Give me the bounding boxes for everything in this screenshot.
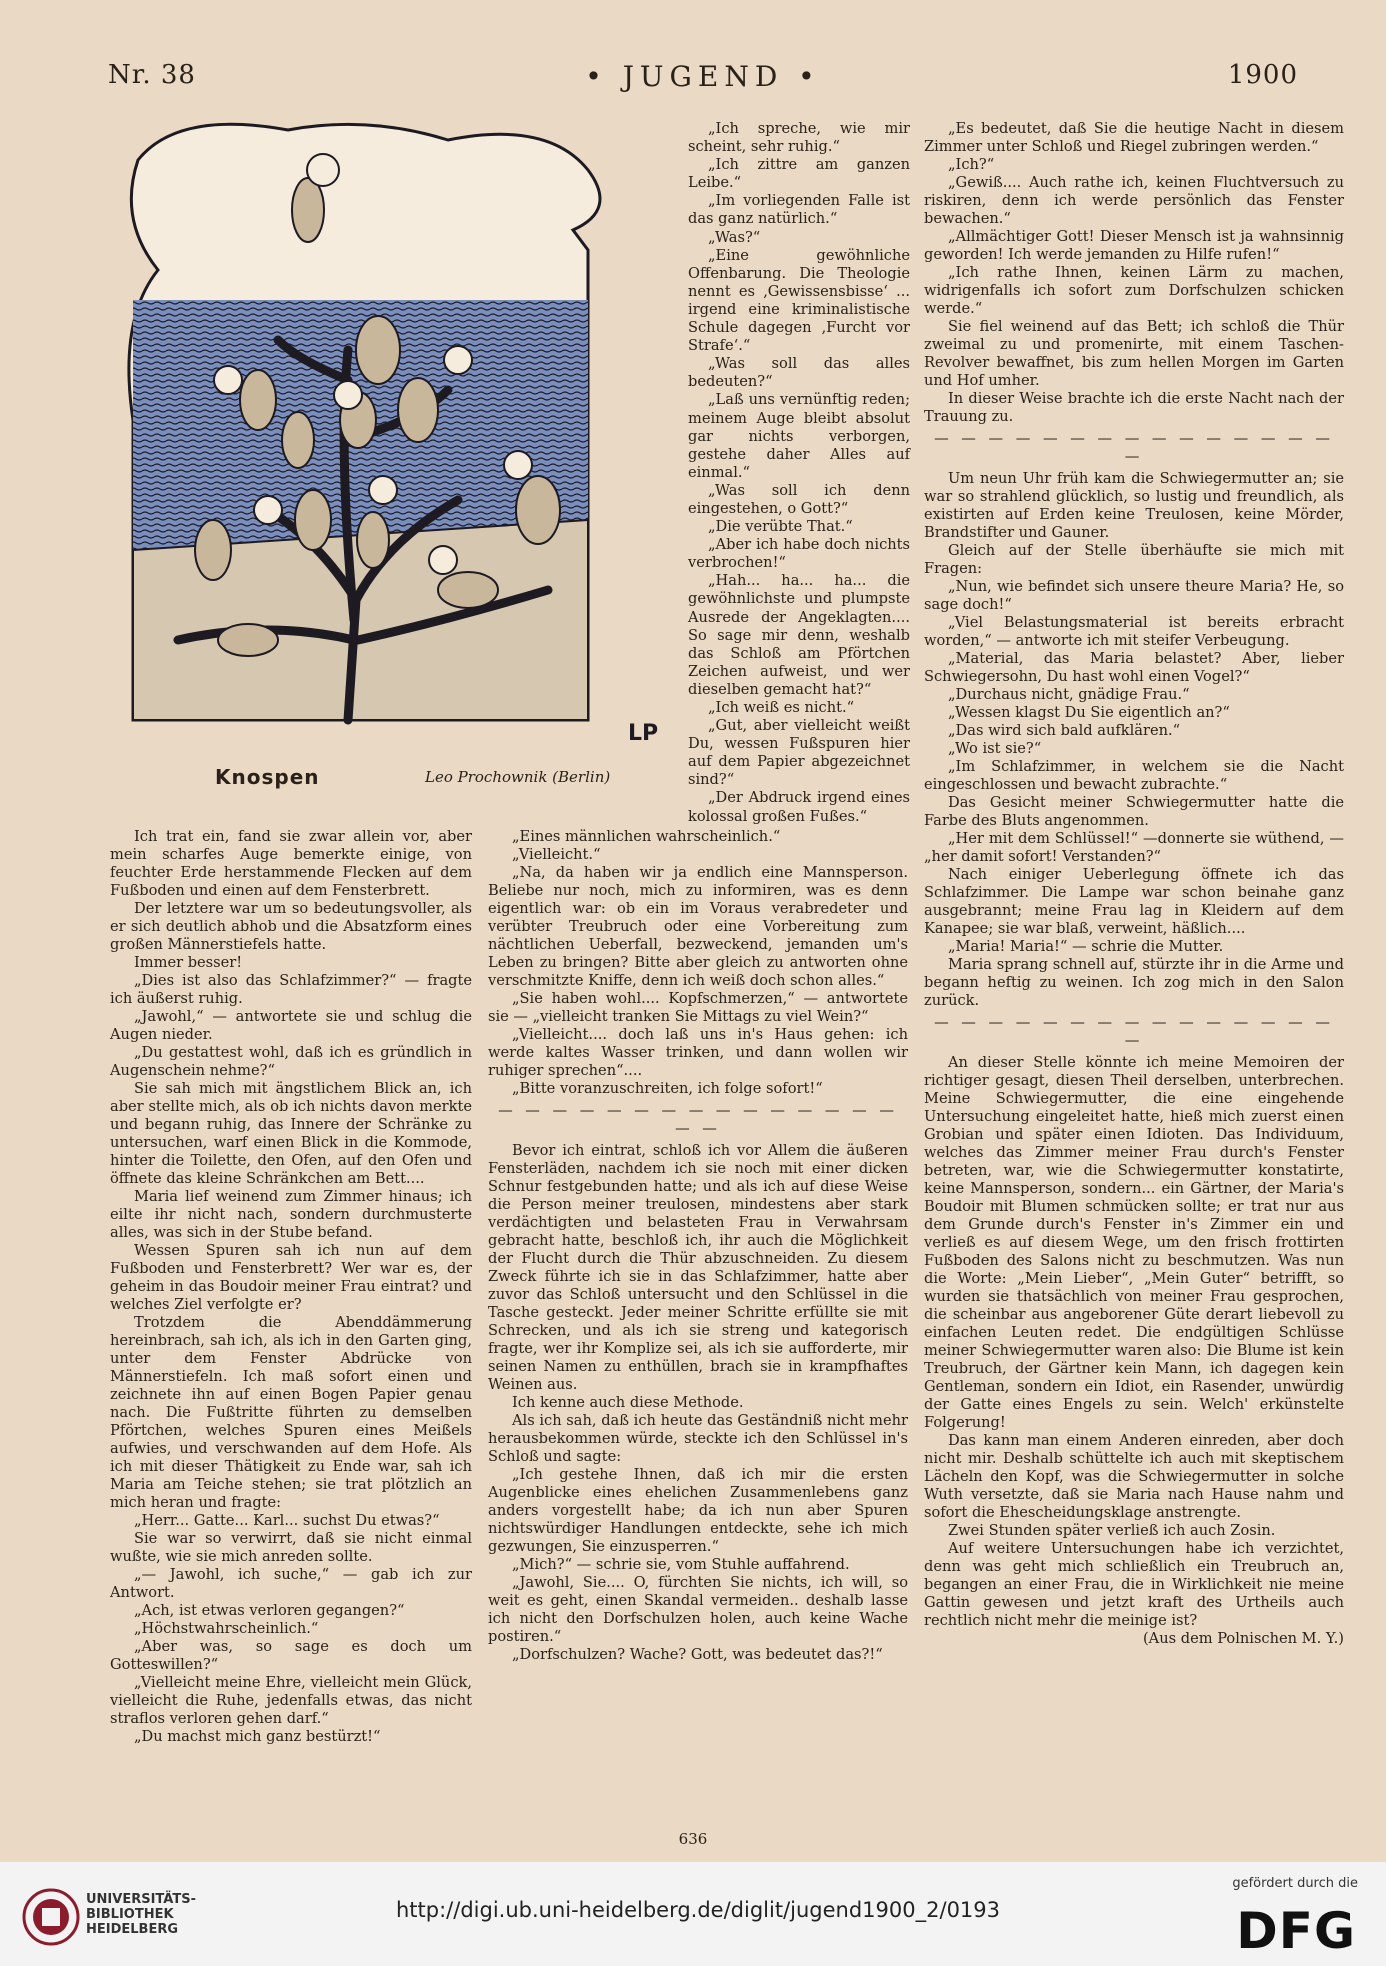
paragraph: Ich trat ein, fand sie zwar allein vor, aber mein scharfes Auge bemerkte einige, von feuchter Erde herstammende Flecken auf dem Fußboden und einen auf dem Fensterbrett. <box>110 828 472 899</box>
paragraph: — — — — — — — — — — — — — — — — <box>934 1014 1334 1049</box>
paragraph: An dieser Stelle könnte ich meine Memoiren der richtiger gesagt, diesen Theil derselben, unterbrechen. Meine Schwiegermutter, die eine eingehende Untersuchung eingeleitet hatte, hieß mich zuerst einen Grobian und später einen Idioten. Das Individuum, welches das Zimmer meiner Frau durch's Fenster betreten, war, wie die Schwiegermutter konstatirte, keine Mannsperson, sondern... ein Gärtner, der Maria's Boudoir mit Blumen schmücken sollte; er trat nur aus dem Grunde durch's Fenster in's Zimmer ein und verließ es auf diesem Wege, um den frisch frottirten Fußboden des Salons nicht zu beschmutzen. Was nun die Worte: „Mein Lieber“, „Mein Guter“ betrifft, so wurden sie thatsächlich von meiner Frau gesprochen, die scheinbar aus angeborener Güte derart liebevoll zu einfachen Leuten redet. Die endgültigen Schlüsse meiner Schwiegermutter waren also: Die Blume ist kein Treubruch, der Gärtner kein Mann, ich dagegen kein Gentleman, sondern ein Idiot, ein Rasender, unwürdig der Gatte eines Engels zu sein. Welch' erkünstelte Folgerung! <box>924 1054 1344 1431</box>
page-header <box>108 60 1298 100</box>
illustration-title: Knospen <box>215 765 320 789</box>
paragraph: In dieser Weise brachte ich die erste Nacht nach der Trauung zu. <box>924 390 1344 425</box>
paragraph: „Aber ich habe doch nichts verbrochen!“ <box>688 536 910 572</box>
paragraph: „Durchaus nicht, gnädige Frau.“ <box>948 686 1190 703</box>
paragraph: „Viel Belastungsmaterial ist bereits erbracht worden,“ — antworte ich mit steifer Verbeugung. <box>924 614 1344 649</box>
paragraph: Das kann man einem Anderen einreden, aber doch nicht mir. Deshalb schüttelte ich auch mit skeptischem Lächeln den Kopf, was die Schwiegermutter in solche Wuth versetzte, daß sie Maria nach Hause nahm und sofort die Ehescheidungsklage anstrengte. <box>924 1432 1344 1521</box>
paragraph: „Im vorliegenden Falle ist das ganz natürlich.“ <box>688 192 910 228</box>
paragraph: „Dorfschulzen? Wache? Gott, was bedeutet das?!“ <box>512 1646 883 1663</box>
paragraph: Maria sprang schnell auf, stürzte ihr in die Arme und begann heftig zu weinen. Ich zog mich in den Salon zurück. <box>924 956 1344 1009</box>
paragraph: Das Gesicht meiner Schwiegermutter hatte die Farbe des Bluts angenommen. <box>924 794 1344 829</box>
paragraph: Zwei Stunden später verließ ich auch Zosin. <box>948 1522 1276 1539</box>
paragraph: Bevor ich eintrat, schloß ich vor Allem die äußeren Fensterläden, nachdem ich sie noch mit einer dicken Schnur festgebunden hatte; und als ich auf diese Weise die Person meiner treulosen, mindestens aber stark verdächtigten und belasteten Frau in Verwahrsam gebracht hatte, beschloß ich, ihr auch die Möglichkeit der Flucht durch die Thür abzuschneiden. Zu diesem Zweck führte ich sie in das Schlafzimmer, hatte aber zuvor das Schloß untersucht und den Schlüssel in die Tasche gesteckt. Jeder meiner Schritte erfüllte sie mit Schrecken, und als ich sie streng und kategorisch fragte, wer ihr Komplize sei, als ich sie aufforderte, mir seinen Namen zu enthüllen, brach sie in krampfhaftes Weinen aus. <box>488 1142 908 1393</box>
paragraph: „Vielleicht.... doch laß uns in's Haus gehen: ich werde kaltes Wasser trinken, und dann wollen wir ruhiger sprechen“.... <box>488 1026 908 1079</box>
paragraph: „Gewiß.... Auch rathe ich, keinen Fluchtversuch zu riskiren, denn ich werde persönlich das Fenster bewachen.“ <box>924 174 1344 227</box>
paragraph: Gleich auf der Stelle überhäufte sie mich mit Fragen: <box>924 542 1344 577</box>
paragraph: Sie fiel weinend auf das Bett; ich schloß die Thür zweimal zu und promenirte, mit einem Taschen-Revolver bewaffnet, bis zum hellen Morgen im Garten und Hof umher. <box>924 318 1344 389</box>
paragraph: — — — — — — — — — — — — — — — — — <box>498 1102 898 1137</box>
paragraph: Auf weitere Untersuchungen habe ich verzichtet, denn was geht mich schließlich ein Treubruch an, begangen an einer Frau, die in Wirklichkeit nie meine Gattin gewesen und jetzt kraft des Urtheils auch rechtlich nicht mehr die meinige ist? <box>924 1540 1344 1629</box>
paragraph: „Ich spreche, wie mir scheint, sehr ruhig.“ <box>688 120 910 156</box>
column-a <box>110 828 472 1746</box>
paragraph: Wessen Spuren sah ich nun auf dem Fußboden und Fensterbrett? Wer war es, der geheim in das Boudoir meiner Frau eintrat? und welches Ziel verfolgte er? <box>110 1242 472 1313</box>
paragraph: „Wo ist sie?“ <box>948 740 1042 757</box>
paragraph: „Wessen klagst Du Sie eigentlich an?“ <box>948 704 1230 721</box>
paragraph: „Na, da haben wir ja endlich eine Mannsperson. Beliebe nur noch, mich zu informiren, was es denn eigentlich war: ob ein im Voraus verabredeter und verübter Treubruch oder eine Vorbereitung zum nächtlichen Ueberfall, bezweckend, jemanden um's Leben zu bringen? Bitte aber gleich zu antworten ohne verschmitzte Kniffe, denn ich weiß doch schon alles.“ <box>488 864 908 989</box>
paragraph: „Mich?“ — schrie sie, vom Stuhle auffahrend. <box>512 1556 850 1573</box>
paragraph: „Was?“ <box>708 228 761 246</box>
paragraph: „Her mit dem Schlüssel!“ —donnerte sie wüthend, — „her damit sofort! Verstanden?“ <box>924 830 1344 865</box>
paragraph: „Ich rathe Ihnen, keinen Lärm zu machen, widrigenfalls ich sofort zum Dorfschulzen schicken werde.“ <box>924 264 1344 317</box>
paragraph: „Du machst mich ganz bestürzt!“ <box>134 1728 381 1745</box>
paragraph: „Ich weiß es nicht.“ <box>708 699 855 716</box>
paragraph: „Vielleicht.“ <box>512 846 601 863</box>
paragraph: Um neun Uhr früh kam die Schwiegermutter an; sie war so strahlend glücklich, so lustig und freundlich, als existirten auf Erden keine Treulosen, keine Mörder, Brandstifter und Gauner. <box>924 470 1344 541</box>
paragraph: „Ich zittre am ganzen Leibe.“ <box>688 156 910 192</box>
paragraph: „Das wird sich bald aufklären.“ <box>948 722 1181 739</box>
paragraph: „Jawohl,“ — antwortete sie und schlug die Augen nieder. <box>110 1008 472 1043</box>
artist-monogram: LP <box>628 721 659 746</box>
paragraph: „Maria! Maria!“ — schrie die Mutter. <box>948 938 1224 955</box>
paragraph: „Laß uns vernünftig reden; meinem Auge bleibt absolut gar nichts verborgen, gestehe daher Alles auf einmal.“ <box>688 391 910 481</box>
paragraph: „Gut, aber vielleicht weißt Du, wessen Fußspuren hier auf dem Papier abgezeichnet sind?“ <box>688 717 910 789</box>
year: 1900 <box>1227 60 1298 90</box>
paragraph: Sie sah mich mit ängstlichem Blick an, ich aber stellte mich, als ob ich nichts davon merkte und begann ruhig, das Innere der Schränke zu untersuchen, warf einen Blick in die Kommode, hinter die Toilette, den Ofen, auf den Ofen und öffnete das kleine Schränkchen am Bett.... <box>110 1080 472 1187</box>
paragraph: Maria lief weinend zum Zimmer hinaus; ich eilte ihr nicht nach, sondern durchmusterte alles, was sich in der Stube befand. <box>110 1188 472 1241</box>
paragraph: „Eine gewöhnliche Offenbarung. Die Theologie nennt es ‚Gewissensbisse‘ ... irgend eine kriminalistische Schule dagegen ‚Furcht vor Strafe‘.“ <box>688 246 910 355</box>
column-b <box>488 828 908 1664</box>
paragraph: „Nun, wie befindet sich unsere theure Maria? He, so sage doch!“ <box>924 578 1344 613</box>
paragraph: „Was soll ich denn eingestehen, o Gott?“ <box>688 481 910 517</box>
dfg-logo: DFG <box>1236 1902 1356 1960</box>
paragraph: Nach einiger Ueberlegung öffnete ich das Schlafzimmer. Die Lampe war schon beinahe ganz ausgebrannt; meine Frau lag in Kleidern auf dem Kanapee; sie war blaß, verweint, häßlich.... <box>924 866 1344 937</box>
university-seal-icon <box>22 1888 80 1946</box>
paragraph: „Ach, ist etwas verloren gegangen?“ <box>134 1602 405 1619</box>
paragraph: „Sie haben wohl.... Kopfschmerzen,“ — antwortete sie — „vielleicht tranken Sie Mittags zu viel Wein?“ <box>488 990 908 1025</box>
paragraph: „Was soll das alles bedeuten?“ <box>688 355 910 391</box>
paragraph: (Aus dem Polnischen M. Y.) <box>1142 1630 1344 1647</box>
page-number: 636 <box>678 1830 708 1848</box>
paragraph: Als ich sah, daß ich heute das Geständniß nicht mehr herausbekommen würde, steckte ich den Schlüssel in's Schloß und sagte: <box>488 1412 908 1465</box>
paragraph: „Dies ist also das Schlafzimmer?“ — fragte ich äußerst ruhig. <box>110 972 472 1007</box>
paragraph: Trotzdem die Abenddämmerung hereinbrach, sah ich, als ich in den Garten ging, unter dem Fenster Abdrücke von Männerstiefeln. Ich maß sofort einen und zeichnete ihn auf einen Bogen Papier genau nach. Die Fußtritte führten zu demselben Pförtchen, welches Spuren eines Meißels aufwies, und verschwanden auf dem Hofe. Als ich mit dieser Thätigkeit zu Ende war, sah ich Maria am Teiche stehen; sie trat plötzlich an mich heran und fragte: <box>110 1314 472 1511</box>
paragraph: Ich kenne auch diese Methode. <box>512 1394 744 1411</box>
paragraph: „Vielleicht meine Ehre, vielleicht mein Glück, vielleicht die Ruhe, jedenfalls etwas, das nicht straflos verloren gehen darf.“ <box>110 1674 472 1727</box>
paragraph: „Ich?“ <box>948 156 995 173</box>
funded-by-label: gefördert durch die <box>1232 1876 1358 1891</box>
paragraph: „Im Schlafzimmer, in welchem sie die Nacht eingeschlossen und bewacht zubrachte.“ <box>924 758 1344 793</box>
paragraph: „— Jawohl, ich suche,“ — gab ich zur Antwort. <box>110 1566 472 1601</box>
issue-number: Nr. 38 <box>108 60 196 90</box>
paragraph: „Es bedeutet, daß Sie die heutige Nacht in diesem Zimmer unter Schloß und Riegel zubringen werden.“ <box>924 120 1344 155</box>
paragraph: „Bitte voranzuschreiten, ich folge sofort!“ <box>512 1080 823 1097</box>
paragraph: „Aber was, so sage es doch um Gotteswillen?“ <box>110 1638 472 1673</box>
paragraph: Sie war so verwirrt, daß sie nicht einmal wußte, wie sie mich anreden sollte. <box>110 1530 472 1565</box>
magazine-title: • JUGEND • <box>585 60 821 93</box>
source-url-link[interactable]: http://digi.ub.uni-heidelberg.de/diglit/jugend1900_2/0193 <box>396 1898 1001 1922</box>
university-name: UNIVERSITÄTS- BIBLIOTHEK HEIDELBERG <box>86 1892 196 1937</box>
paragraph: „Der Abdruck irgend eines kolossal großen Fußes.“ <box>688 789 910 825</box>
paragraph: Der letztere war um so bedeutungsvoller, als er sich deutlich abhob und die Absatzform eines großen Männerstiefels hatte. <box>110 900 472 953</box>
paragraph: „Höchstwahrscheinlich.“ <box>134 1620 319 1637</box>
paragraph: „Ich gestehe Ihnen, daß ich mir die ersten Augenblicke eines ehelichen Zusammenlebens ganz anders vorgestellt habe; da ich nun aber Spuren nichtswürdiger Handlungen entdeckte, sehe ich mich gezwungen, Sie einzusperren.“ <box>488 1466 908 1555</box>
column-b-top <box>688 120 910 826</box>
paragraph: „Allmächtiger Gott! Dieser Mensch ist ja wahnsinnig geworden! Ich werde jemanden zu Hilfe rufen!“ <box>924 228 1344 263</box>
paragraph: „Material, das Maria belastet? Aber, lieber Schwiegersohn, Du hast wohl einen Vogel?“ <box>924 650 1344 685</box>
illustration-artist: Leo Prochownik (Berlin) <box>425 768 611 786</box>
viewer-footer <box>0 1862 1386 1966</box>
paragraph: Immer besser! <box>134 954 243 971</box>
paragraph: „Du gestattest wohl, daß ich es gründlich in Augenschein nehme?“ <box>110 1044 472 1079</box>
paragraph: „Die verübte That.“ <box>708 518 853 536</box>
paragraph: „Hah... ha... ha... die gewöhnlichste und plumpste Ausrede der Angeklagten.... So sage mir denn, weshalb das Schloß am Pförtchen Zeichen aufweist, und wer dieselben gemacht hat?“ <box>688 572 910 698</box>
paragraph: „Jawohl, Sie.... O, fürchten Sie nichts, ich will, so weit es geht, einen Skandal vermeiden.. deshalb lasse ich nicht den Dorfschulzen holen, auch keine Wache postiren.“ <box>488 1574 908 1645</box>
paragraph: „Eines männlichen wahrscheinlich.“ <box>512 828 781 845</box>
knospen-illustration <box>118 120 673 762</box>
paragraph: — — — — — — — — — — — — — — — — <box>934 430 1334 465</box>
paragraph: „Herr... Gatte... Karl... suchst Du etwas?“ <box>134 1512 440 1529</box>
column-c <box>924 120 1344 1648</box>
